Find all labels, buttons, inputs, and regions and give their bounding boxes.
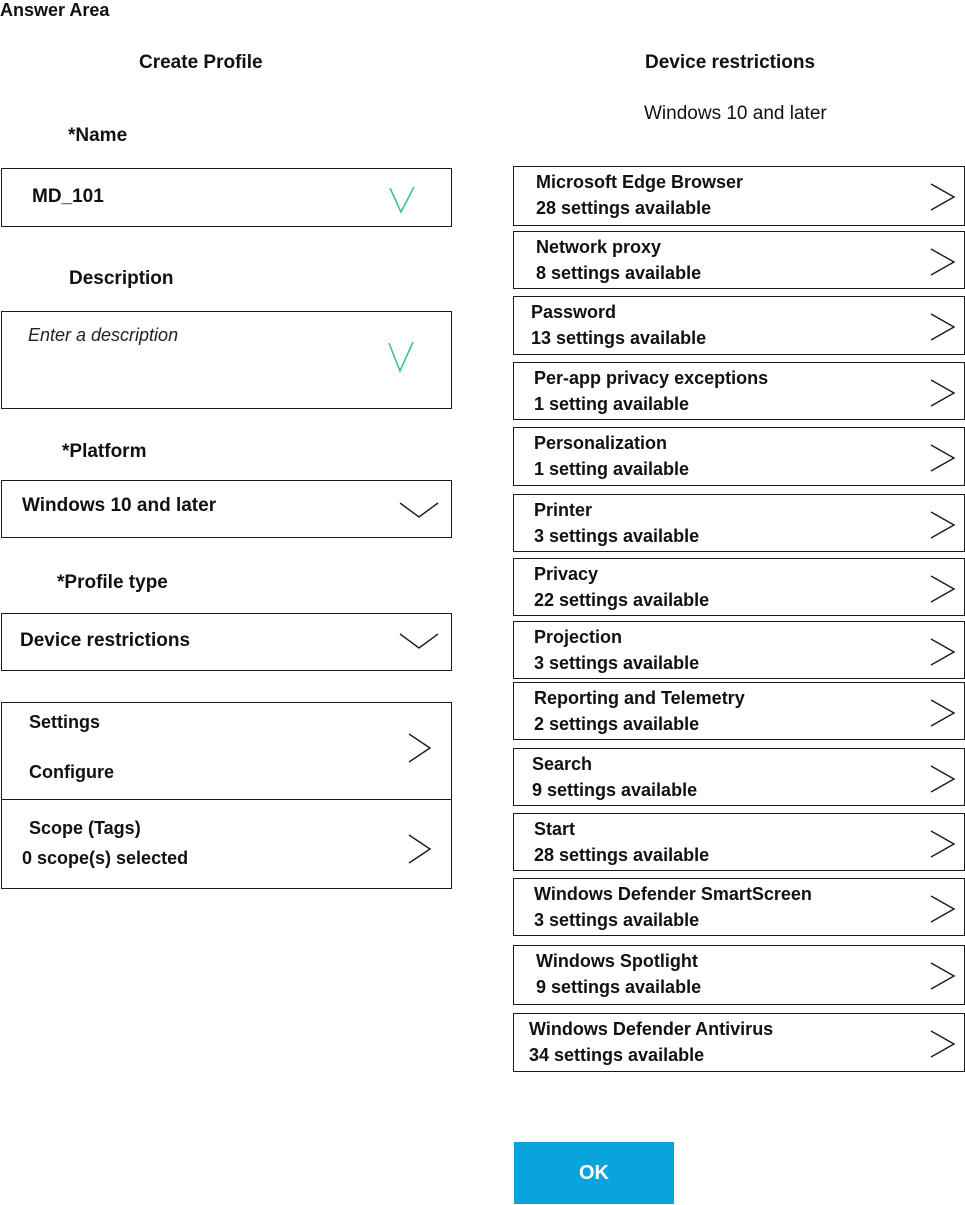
category-title: Network proxy bbox=[536, 237, 662, 257]
settings-category-item[interactable] bbox=[513, 813, 965, 871]
description-field[interactable] bbox=[1, 311, 452, 409]
chevron-right-icon bbox=[930, 961, 956, 996]
settings-category-item[interactable] bbox=[513, 427, 965, 486]
ok-button[interactable]: OK bbox=[514, 1142, 674, 1204]
name-field[interactable] bbox=[1, 168, 452, 227]
description-label: Description bbox=[69, 268, 174, 289]
settings-configure-row[interactable] bbox=[1, 702, 452, 801]
category-settings-count: 22 settings available bbox=[534, 590, 710, 610]
category-title: Search bbox=[532, 754, 593, 774]
name-value: MD_101 bbox=[32, 186, 104, 207]
settings-category-item[interactable] bbox=[513, 748, 965, 806]
settings-category-item[interactable] bbox=[513, 494, 965, 552]
category-title: Windows Spotlight bbox=[536, 951, 698, 971]
profile-type-label: *Profile type bbox=[57, 572, 168, 593]
settings-category-item[interactable] bbox=[513, 362, 965, 420]
chevron-right-icon bbox=[930, 182, 956, 217]
create-profile-title: Create Profile bbox=[139, 52, 263, 73]
chevron-right-icon bbox=[930, 312, 956, 347]
category-title: Projection bbox=[534, 627, 623, 647]
category-settings-count: 28 settings available bbox=[534, 845, 710, 865]
category-title: Windows Defender SmartScreen bbox=[534, 884, 812, 904]
category-settings-count: 3 settings available bbox=[534, 526, 700, 546]
settings-category-item[interactable] bbox=[513, 878, 965, 936]
chevron-down-icon bbox=[399, 501, 439, 519]
category-title: Reporting and Telemetry bbox=[534, 688, 745, 708]
category-title: Privacy bbox=[534, 564, 599, 584]
settings-category-item[interactable] bbox=[513, 621, 965, 679]
device-restrictions-subtitle: Windows 10 and later bbox=[644, 103, 827, 124]
chevron-right-icon bbox=[408, 833, 432, 865]
chevron-right-icon bbox=[930, 574, 956, 609]
category-settings-count: 34 settings available bbox=[529, 1045, 705, 1065]
category-settings-count: 3 settings available bbox=[534, 910, 700, 930]
scope-sub: 0 scope(s) selected bbox=[22, 848, 189, 868]
check-icon bbox=[387, 340, 415, 374]
device-restrictions-title: Device restrictions bbox=[645, 52, 816, 73]
category-settings-count: 9 settings available bbox=[532, 780, 698, 800]
chevron-right-icon bbox=[930, 637, 956, 672]
settings-title: Settings bbox=[29, 712, 101, 732]
category-title: Personalization bbox=[534, 433, 668, 453]
chevron-right-icon bbox=[930, 378, 956, 413]
settings-category-item[interactable] bbox=[513, 296, 965, 355]
chevron-right-icon bbox=[930, 510, 956, 545]
chevron-right-icon bbox=[930, 829, 956, 864]
scope-tags-row[interactable] bbox=[1, 799, 452, 889]
settings-category-item[interactable] bbox=[513, 1013, 965, 1072]
scope-title: Scope (Tags) bbox=[29, 818, 141, 838]
category-title: Password bbox=[531, 302, 617, 322]
chevron-right-icon bbox=[408, 732, 432, 764]
chevron-right-icon bbox=[930, 443, 956, 478]
category-settings-count: 1 setting available bbox=[534, 459, 690, 479]
category-title: Per-app privacy exceptions bbox=[534, 368, 769, 388]
answer-area-label: Answer Area bbox=[0, 0, 110, 20]
check-icon bbox=[388, 185, 416, 215]
settings-category-item[interactable] bbox=[513, 231, 965, 289]
category-settings-count: 28 settings available bbox=[536, 198, 712, 218]
category-title: Start bbox=[534, 819, 576, 839]
category-settings-count: 8 settings available bbox=[536, 263, 702, 283]
settings-category-item[interactable] bbox=[513, 945, 965, 1005]
category-title: Printer bbox=[534, 500, 593, 520]
profile-type-value: Device restrictions bbox=[20, 630, 191, 651]
category-settings-count: 2 settings available bbox=[534, 714, 700, 734]
chevron-right-icon bbox=[930, 894, 956, 929]
category-title: Microsoft Edge Browser bbox=[536, 172, 744, 192]
settings-category-item[interactable] bbox=[513, 682, 965, 740]
platform-dropdown[interactable] bbox=[1, 480, 452, 538]
category-title: Windows Defender Antivirus bbox=[529, 1019, 774, 1039]
category-settings-count: 13 settings available bbox=[531, 328, 707, 348]
chevron-right-icon bbox=[930, 1029, 956, 1064]
description-placeholder: Enter a description bbox=[28, 325, 179, 345]
settings-category-item[interactable] bbox=[513, 166, 965, 226]
chevron-right-icon bbox=[930, 247, 956, 282]
settings-sub: Configure bbox=[29, 762, 114, 782]
chevron-down-icon bbox=[399, 632, 439, 650]
category-settings-count: 3 settings available bbox=[534, 653, 700, 673]
settings-category-item[interactable] bbox=[513, 558, 965, 616]
profile-type-dropdown[interactable] bbox=[1, 613, 452, 671]
chevron-right-icon bbox=[930, 764, 956, 799]
category-settings-count: 9 settings available bbox=[536, 977, 702, 997]
platform-value: Windows 10 and later bbox=[22, 495, 217, 516]
chevron-right-icon bbox=[930, 698, 956, 733]
category-settings-count: 1 setting available bbox=[534, 394, 690, 414]
platform-label: *Platform bbox=[62, 441, 147, 462]
name-label: *Name bbox=[68, 125, 128, 146]
